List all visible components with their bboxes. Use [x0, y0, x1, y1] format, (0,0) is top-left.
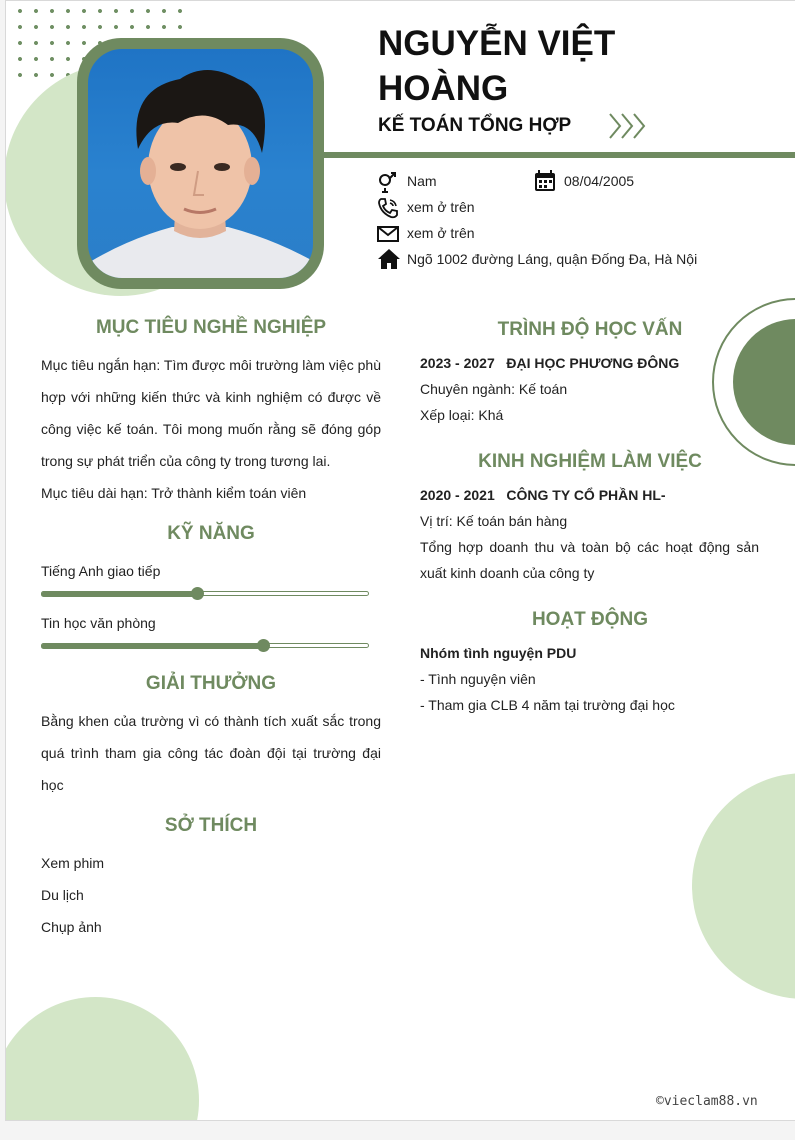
- activity-item: - Tình nguyện viên: [420, 671, 536, 687]
- address-value: Ngõ 1002 đường Láng, quận Đống Đa, Hà Nội: [407, 251, 698, 267]
- home-icon: [377, 248, 401, 270]
- chevrons-right-icon: [608, 111, 652, 141]
- education-title: TRÌNH ĐỘ HỌC VẤN: [497, 319, 683, 340]
- name-line-2: HOÀNG: [378, 69, 509, 108]
- skill-slider: [41, 639, 369, 652]
- watermark: ©vieclam88.vn: [656, 1094, 758, 1109]
- skill-label: Tiếng Anh giao tiếp: [41, 563, 161, 579]
- experience-period: 2020 - 2021: [420, 487, 495, 503]
- awards-title: GIẢI THƯỞNG: [145, 673, 277, 694]
- objective-short-term: Mục tiêu ngắn hạn: Tìm được môi trường làm việc phù hợp với những kiến thức và kinh nghiệm có được về công việc kế toán. Tôi mong muốn rằng sẽ đóng góp trong sự phát triển của công ty trong tương lai.: [41, 357, 381, 469]
- education-header: [420, 350, 679, 376]
- cv-page: [5, 0, 795, 1121]
- portrait-illustration: [88, 49, 313, 278]
- email-value: xem ở trên: [407, 225, 475, 241]
- education-period: 2023 - 2027: [420, 355, 495, 371]
- skills-title: KỸ NĂNG: [167, 523, 255, 544]
- phone-value: xem ở trên: [407, 199, 475, 215]
- profile-photo: [88, 49, 313, 278]
- gender-icon: [377, 171, 399, 193]
- experience-description: Tổng hợp doanh thu và toàn bộ các hoạt động sản xuất kinh doanh của công ty: [420, 539, 759, 581]
- job-title: KẾ TOÁN TỔNG HỢP: [378, 115, 572, 136]
- experience-position: Vị trí: Kế toán bán hàng: [420, 513, 568, 529]
- email-icon: [377, 225, 399, 243]
- hobby-item: Chụp ảnh: [41, 919, 102, 935]
- decor-circle-bottom-left: [5, 997, 199, 1121]
- hobbies-title: SỞ THÍCH: [164, 815, 258, 836]
- experience-company: CÔNG TY CỔ PHẦN HL-: [506, 487, 666, 503]
- skill-label: Tin học văn phòng: [41, 615, 156, 631]
- hobby-item: Xem phim: [41, 855, 105, 871]
- name-line-1: NGUYỄN VIỆT: [378, 24, 616, 63]
- gender-value: Nam: [407, 173, 437, 189]
- decor-circle-right: [692, 773, 795, 999]
- phone-icon: [377, 197, 399, 219]
- education-grade: Xếp loại: Khá: [420, 407, 504, 423]
- header-divider: [324, 152, 795, 158]
- activity-group: Nhóm tình nguyện PDU: [420, 645, 577, 661]
- objective-long-term: Mục tiêu dài hạn: Trở thành kiểm toán viên: [41, 485, 307, 501]
- objective-title: MỤC TIÊU NGHỀ NGHIỆP: [95, 317, 327, 338]
- skill-level-knob: [257, 639, 270, 652]
- experience-title: KINH NGHIỆM LÀM VIỆC: [478, 451, 702, 472]
- skill-slider: [41, 587, 369, 600]
- activities-title: HOẠT ĐỘNG: [531, 609, 649, 630]
- hobby-item: Du lịch: [41, 887, 84, 903]
- activity-item: - Tham gia CLB 4 năm tại trường đại học: [420, 697, 675, 713]
- education-school: ĐẠI HỌC PHƯƠNG ĐÔNG: [506, 355, 680, 371]
- awards-text: Bằng khen của trường vì có thành tích xuất sắc trong quá trình tham gia công tác đoàn đội tại trường đại học: [41, 713, 381, 793]
- experience-header: [420, 482, 666, 508]
- full-name: [378, 21, 708, 111]
- education-major: Chuyên ngành: Kế toán: [420, 381, 568, 397]
- skill-level-knob: [191, 587, 204, 600]
- birthday-value: 08/04/2005: [564, 173, 635, 189]
- calendar-icon: [534, 170, 556, 192]
